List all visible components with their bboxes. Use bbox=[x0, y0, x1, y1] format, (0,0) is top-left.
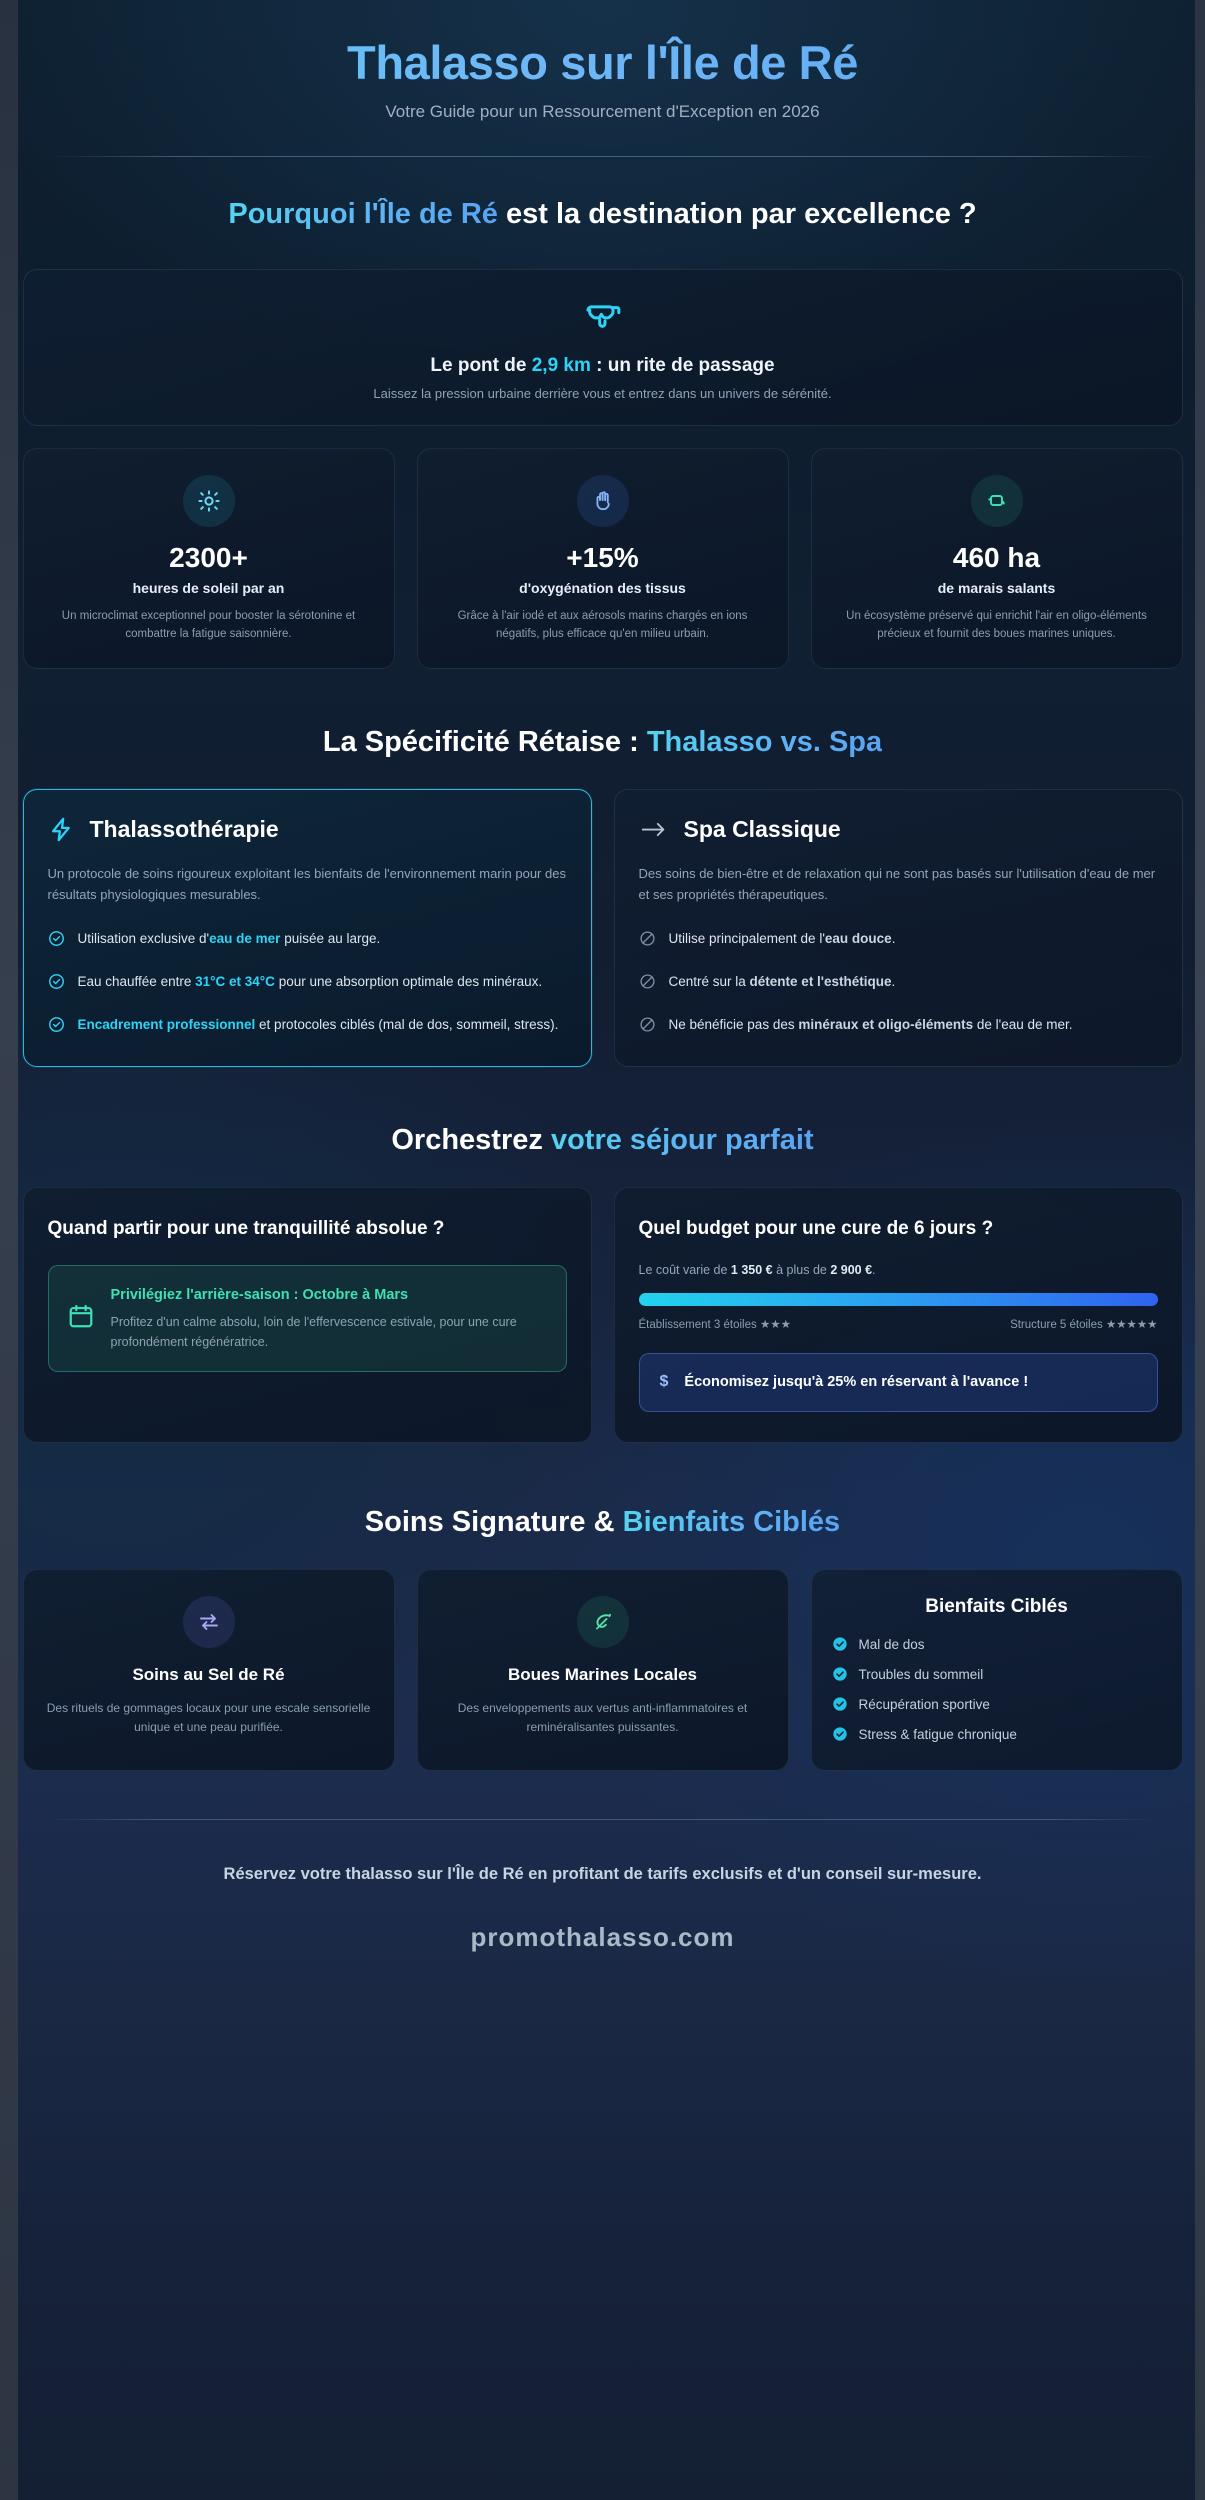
stat-row bbox=[23, 448, 1183, 668]
cost-min: 1 350 € bbox=[730, 1262, 773, 1277]
plan-heading-accent: votre séjour parfait bbox=[550, 1123, 814, 1156]
season-tip-title: Privilégiez l'arrière-saison : Octobre à Mars bbox=[110, 1286, 409, 1303]
list-item bbox=[48, 1014, 567, 1038]
list-item-text: Utilisation exclusive d'eau de mer puisée au large. bbox=[77, 930, 381, 946]
bridge-title-pre: Le pont de bbox=[430, 355, 532, 377]
check-circle-icon bbox=[48, 973, 65, 995]
soin-card-sel bbox=[23, 1569, 395, 1771]
budget-bar-label-left: Établissement 3 étoiles ★★★ bbox=[638, 1318, 791, 1331]
soins-section bbox=[23, 1503, 1183, 1771]
list-item bbox=[48, 928, 567, 952]
cost-max: 2 900 € bbox=[830, 1262, 873, 1277]
season-tip-text bbox=[111, 1285, 548, 1352]
benefit-label: Mal de dos bbox=[858, 1636, 925, 1652]
plan-section bbox=[23, 1121, 1183, 1443]
stat-card-salt-marsh bbox=[811, 448, 1183, 668]
spa-title: Spa Classique bbox=[683, 816, 841, 842]
list-item bbox=[639, 971, 1158, 995]
soin-name: Soins au Sel de Ré bbox=[132, 1665, 285, 1685]
lightning-bolt-icon bbox=[48, 816, 75, 843]
dollar-icon: $ bbox=[659, 1373, 669, 1391]
check-circle-filled-icon bbox=[832, 1726, 848, 1742]
list-item-text: Encadrement professionnel et protocoles ciblés (mal de dos, sommeil, stress). bbox=[77, 1016, 559, 1032]
check-circle-icon bbox=[48, 1016, 65, 1038]
ban-circle-icon bbox=[639, 1016, 656, 1038]
check-circle-filled-icon bbox=[832, 1666, 848, 1682]
check-circle-filled-icon bbox=[832, 1696, 848, 1712]
soins-heading bbox=[23, 1503, 1183, 1541]
list-item bbox=[832, 1726, 1162, 1742]
soin-card-boues bbox=[417, 1569, 789, 1771]
compare-row bbox=[23, 789, 1183, 1067]
compare-heading-accent: Thalasso vs. Spa bbox=[646, 725, 883, 758]
footer-cta: Réservez votre thalasso sur l'Île de Ré en profitant de tarifs exclusifs et d'un conseil sur-mesure. bbox=[223, 1865, 982, 1884]
plan-row bbox=[23, 1187, 1183, 1443]
spa-card bbox=[614, 789, 1183, 1067]
budget-gradient-bar bbox=[639, 1293, 1158, 1306]
budget-title: Quel budget pour une cure de 6 jours ? bbox=[638, 1218, 994, 1240]
benefits-list bbox=[832, 1636, 1162, 1742]
stat-label: de marais salants bbox=[937, 580, 1056, 597]
plan-heading-rest: Orchestrez bbox=[391, 1123, 551, 1156]
bridge-title bbox=[44, 355, 1162, 377]
benefits-title: Bienfaits Ciblés bbox=[925, 1596, 1068, 1618]
compare-section bbox=[23, 723, 1183, 1067]
cost-post: . bbox=[872, 1262, 876, 1277]
budget-bar-labels bbox=[639, 1317, 1158, 1331]
page-title: Thalasso sur l'Île de Ré bbox=[23, 36, 1183, 90]
when-title: Quand partir pour une tranquillité absolue ? bbox=[47, 1218, 445, 1240]
cost-pre: Le coût varie de bbox=[638, 1262, 731, 1277]
promo-box bbox=[639, 1353, 1158, 1412]
stat-card-oxygenation bbox=[417, 448, 789, 668]
season-tip-desc: Profitez d'un calme absolu, loin de l'effervescence estivale, pour une cure profondément régénératrice. bbox=[110, 1315, 517, 1350]
hero-section bbox=[23, 0, 1183, 122]
bridge-title-post: : un rite de passage bbox=[590, 355, 775, 377]
footer-url[interactable]: promothalasso.com bbox=[470, 1922, 735, 1953]
compare-heading-rest: La Spécificité Rétaise : bbox=[322, 725, 647, 758]
spa-intro: Des soins de bien-être et de relaxation qui ne sont pas basés sur l'utilisation d'eau de mer et ses propriétés thérapeutiques. bbox=[638, 866, 1156, 903]
promo-text: Économisez jusqu'à 25% en réservant à l'avance ! bbox=[684, 1373, 1029, 1390]
check-circle-filled-icon bbox=[832, 1636, 848, 1652]
when-to-go-card bbox=[23, 1187, 592, 1443]
spa-list bbox=[639, 928, 1158, 1038]
bridge-card bbox=[23, 269, 1183, 426]
budget-bar-label-right: Structure 5 étoiles ★★★★★ bbox=[1010, 1318, 1158, 1331]
benefit-label: Récupération sportive bbox=[858, 1696, 990, 1712]
snorkel-mask-icon bbox=[44, 296, 1162, 341]
thalasso-intro: Un protocole de soins rigoureux exploitant les bienfaits de l'environnement marin pour des résultats physiologiques mesurables. bbox=[47, 866, 566, 903]
soins-heading-accent: Bienfaits Ciblés bbox=[622, 1505, 841, 1538]
salt-pan-icon bbox=[971, 475, 1023, 527]
spa-header bbox=[639, 816, 1158, 843]
footer bbox=[23, 1820, 1183, 1999]
stat-value: +15% bbox=[566, 542, 639, 574]
stat-desc: Un écosystème préservé qui enrichit l'air en oligo-éléments précieux et fournit des boues marines uniques. bbox=[846, 610, 1147, 640]
list-item bbox=[639, 928, 1158, 952]
list-item bbox=[639, 1014, 1158, 1038]
stat-value: 460 ha bbox=[952, 542, 1041, 574]
bridge-distance: 2,9 km bbox=[531, 355, 591, 377]
list-item-text: Eau chauffée entre 31°C et 34°C pour une absorption optimale des minéraux. bbox=[77, 973, 543, 989]
soin-desc: Des enveloppements aux vertus anti-inflammatoires et reminéralisantes puissantes. bbox=[457, 1700, 748, 1735]
hero-divider bbox=[47, 156, 1159, 157]
check-circle-icon bbox=[48, 930, 65, 952]
thalasso-list bbox=[48, 928, 567, 1038]
hand-icon bbox=[577, 475, 629, 527]
why-heading-accent: Pourquoi l'Île de Ré bbox=[228, 198, 498, 231]
list-item-text: Ne bénéficie pas des minéraux et oligo-éléments de l'eau de mer. bbox=[668, 1016, 1073, 1032]
list-item bbox=[48, 971, 567, 995]
bridge-desc: Laissez la pression urbaine derrière vous et entrez dans un univers de sérénité. bbox=[373, 386, 832, 402]
list-item bbox=[832, 1636, 1162, 1652]
arrow-right-icon bbox=[639, 816, 669, 843]
thalasso-header bbox=[48, 816, 567, 843]
why-heading bbox=[23, 195, 1183, 233]
soins-row bbox=[23, 1569, 1183, 1771]
ban-circle-icon bbox=[639, 973, 656, 995]
list-item-text: Centré sur la détente et l'esthétique. bbox=[668, 973, 896, 989]
compare-heading bbox=[23, 723, 1183, 761]
soins-heading-rest: Soins Signature & bbox=[364, 1505, 623, 1538]
why-section bbox=[23, 195, 1183, 669]
season-tip-box bbox=[48, 1265, 567, 1372]
list-item bbox=[832, 1696, 1162, 1712]
cost-mid: à plus de bbox=[772, 1262, 831, 1277]
stat-card-sunshine bbox=[23, 448, 395, 668]
soin-desc: Des rituels de gommages locaux pour une escale sensorielle unique et une peau purifiée. bbox=[46, 1700, 371, 1735]
calendar-icon bbox=[67, 1302, 95, 1335]
thalasso-title: Thalassothérapie bbox=[89, 816, 279, 842]
budget-cost-line bbox=[639, 1263, 1158, 1277]
stat-label: heures de soleil par an bbox=[132, 580, 285, 597]
page-subtitle: Votre Guide pour un Ressourcement d'Exception en 2026 bbox=[385, 102, 820, 122]
soin-name: Boues Marines Locales bbox=[508, 1665, 697, 1685]
ban-circle-icon bbox=[639, 930, 656, 952]
stat-desc: Grâce à l'air iodé et aux aérosols marins chargés en ions négatifs, plus efficace qu'en milieu urbain. bbox=[457, 610, 748, 640]
leaf-icon bbox=[577, 1596, 629, 1648]
budget-card bbox=[614, 1187, 1183, 1443]
benefit-label: Stress & fatigue chronique bbox=[858, 1726, 1017, 1742]
plan-heading bbox=[23, 1121, 1183, 1159]
sun-icon bbox=[183, 475, 235, 527]
thalasso-card bbox=[23, 789, 592, 1067]
list-item-text: Utilise principalement de l'eau douce. bbox=[668, 930, 896, 946]
benefits-card bbox=[811, 1569, 1183, 1771]
stat-label: d'oxygénation des tissus bbox=[519, 580, 686, 597]
list-item bbox=[832, 1666, 1162, 1682]
why-heading-rest: est la destination par excellence ? bbox=[497, 198, 977, 231]
exchange-arrows-icon bbox=[183, 1596, 235, 1648]
stat-value: 2300+ bbox=[169, 542, 248, 574]
benefit-label: Troubles du sommeil bbox=[858, 1666, 984, 1682]
stat-desc: Un microclimat exceptionnel pour booster la sérotonine et combattre la fatigue saisonnière. bbox=[61, 610, 356, 640]
